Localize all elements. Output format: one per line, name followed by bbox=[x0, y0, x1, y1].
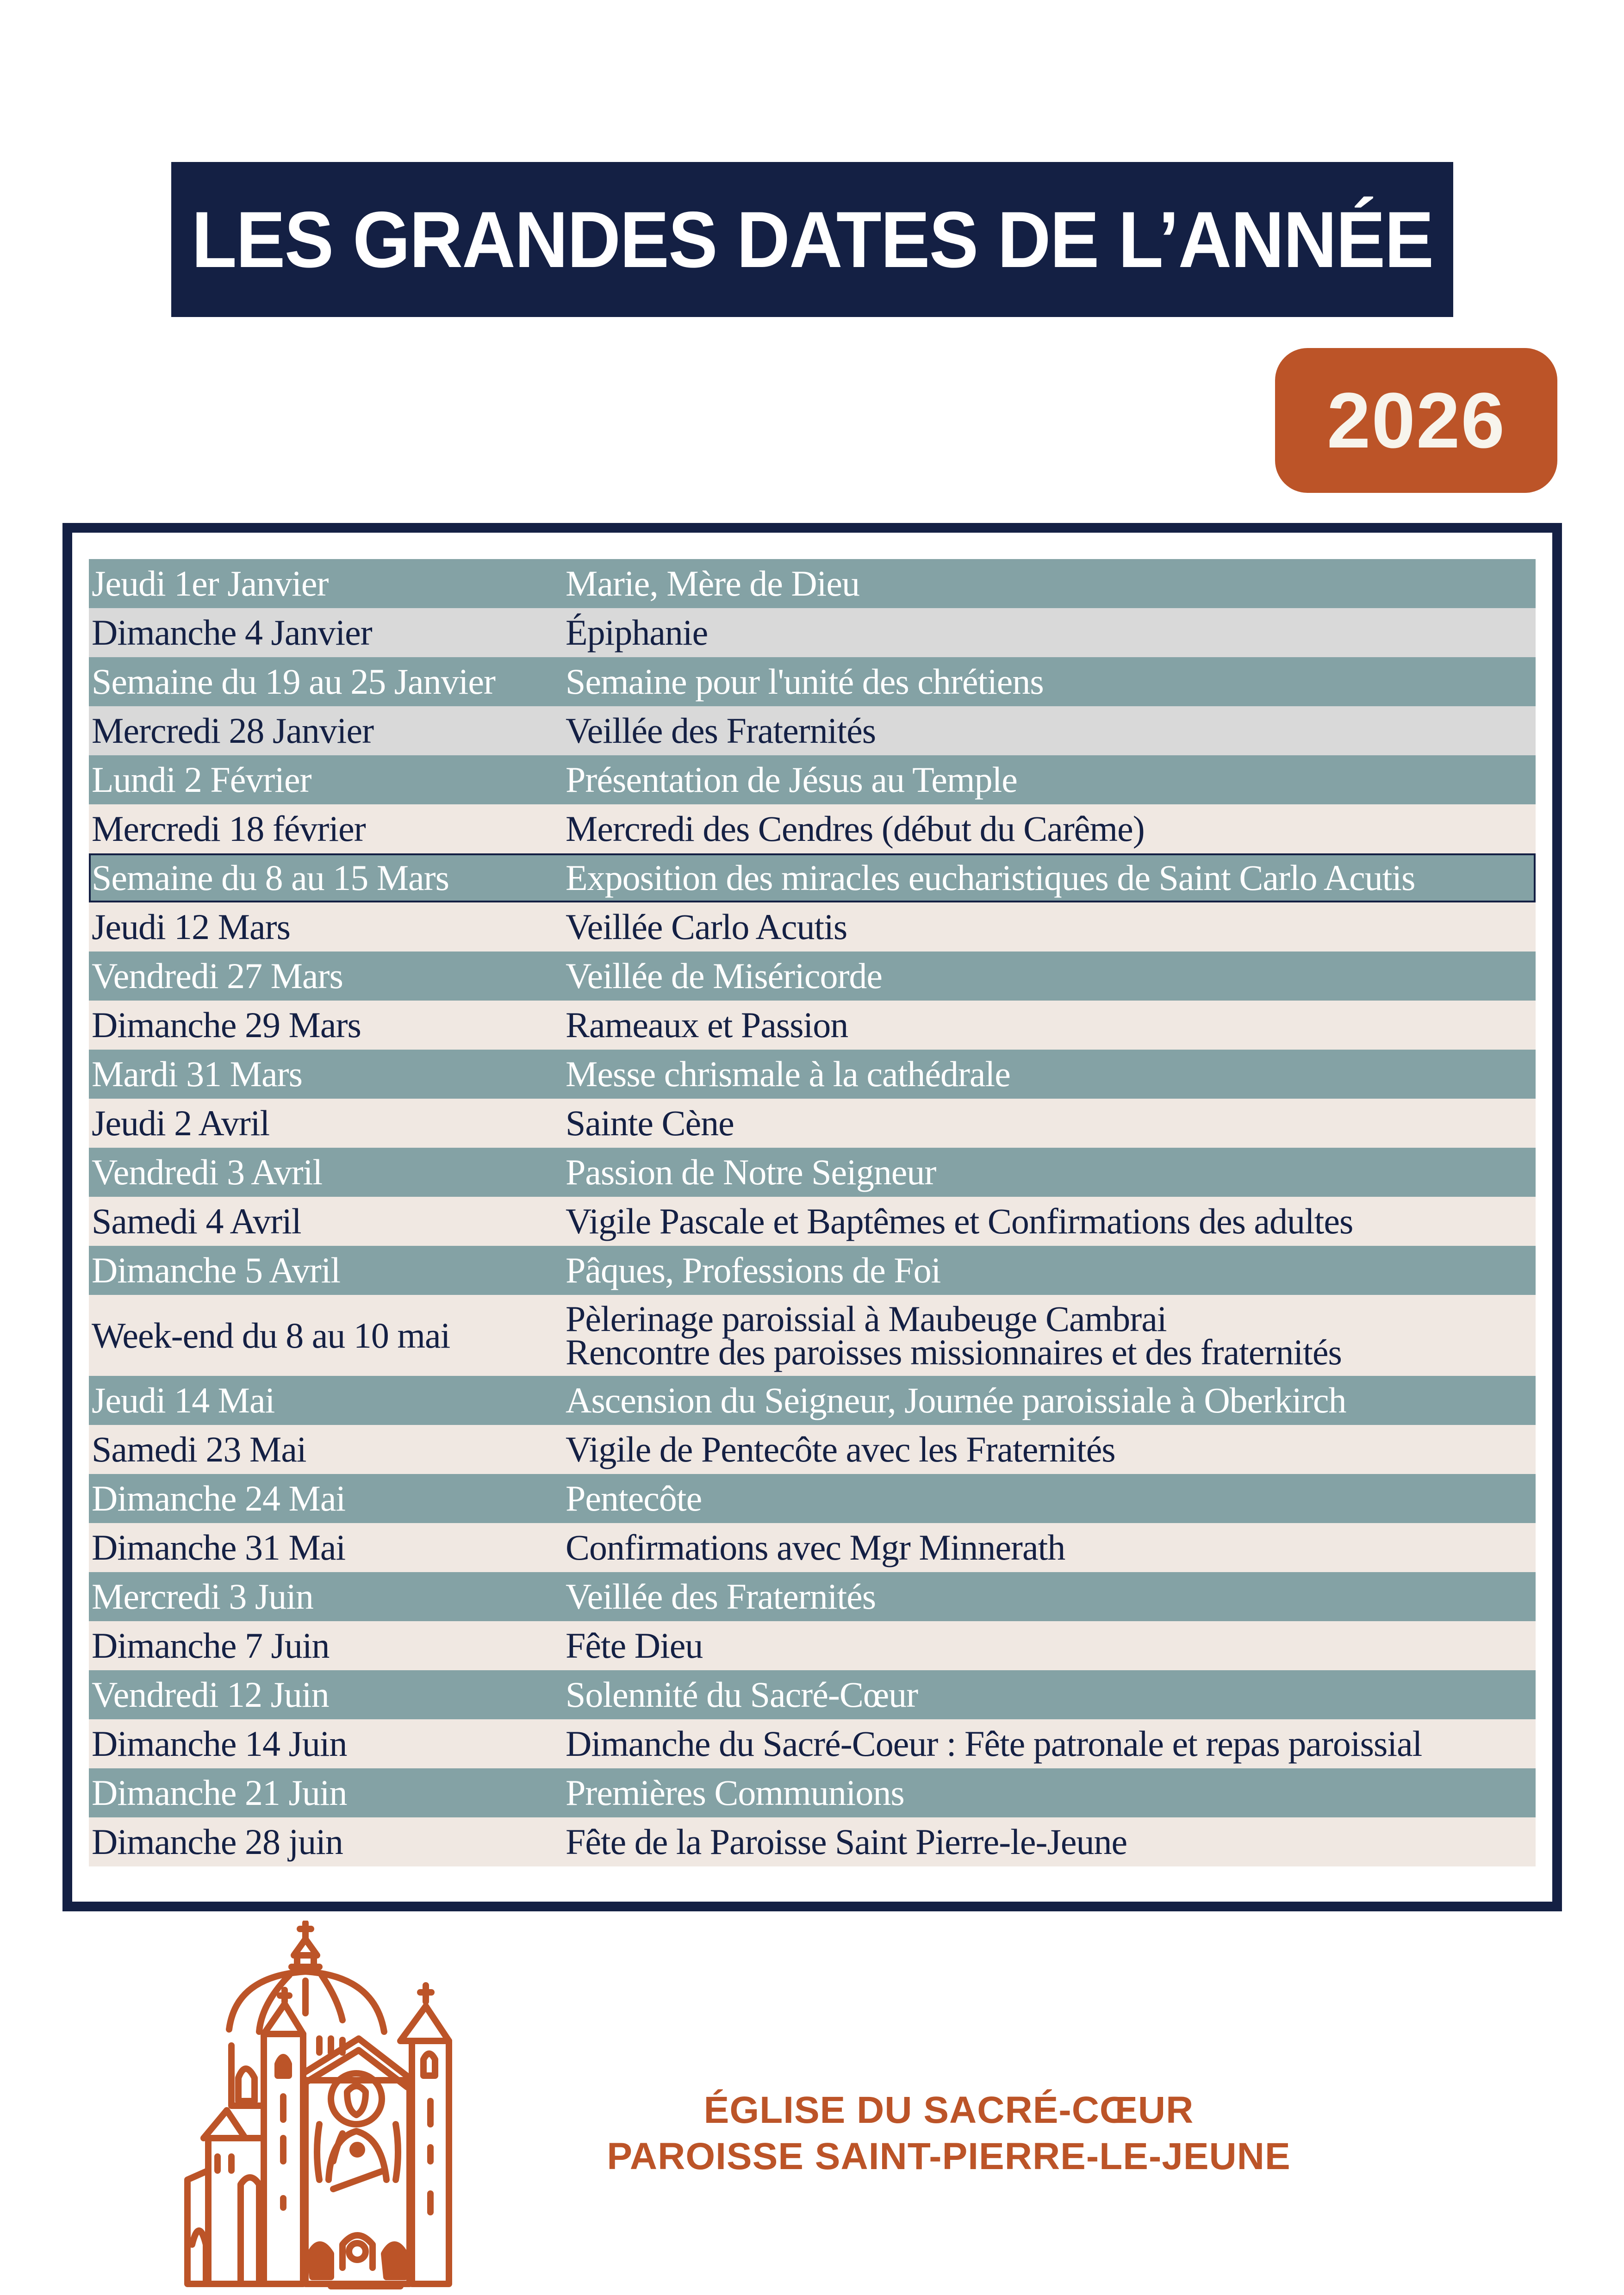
table-row bbox=[89, 608, 1536, 657]
table-row bbox=[89, 1376, 1536, 1425]
event-cell: Semaine pour l'unité des chrétiens bbox=[566, 661, 1044, 702]
date-cell: Semaine du 19 au 25 Janvier bbox=[92, 661, 495, 702]
date-cell: Samedi 4 Avril bbox=[92, 1201, 301, 1241]
table-row bbox=[89, 1817, 1536, 1866]
event-cell: Ascension du Seigneur, Journée paroissiale à Oberkirch bbox=[566, 1380, 1346, 1420]
event-cell: Pâques, Professions de Foi bbox=[566, 1250, 941, 1290]
event-cell: Mercredi des Cendres (début du Carême) bbox=[566, 809, 1145, 849]
event-cell: Présentation de Jésus au Temple bbox=[566, 759, 1017, 800]
table-row bbox=[89, 1768, 1536, 1817]
event-line-2: Rencontre des paroisses missionnaires et des fraternités bbox=[566, 1331, 1342, 1372]
event-cell: Épiphanie bbox=[566, 612, 708, 653]
event-cell: Fête Dieu bbox=[566, 1625, 703, 1666]
date-cell: Jeudi 1er Janvier bbox=[92, 563, 329, 603]
title-banner bbox=[171, 162, 1453, 317]
event-cell: Exposition des miracles eucharistiques de Saint Carlo Acutis bbox=[566, 858, 1415, 898]
table-row bbox=[89, 559, 1536, 608]
table-row bbox=[89, 1197, 1536, 1246]
table-row bbox=[89, 1148, 1536, 1197]
event-cell: Solennité du Sacré-Cœur bbox=[566, 1674, 918, 1715]
date-cell: Dimanche 4 Janvier bbox=[92, 612, 372, 653]
event-cell: Vigile de Pentecôte avec les Fraternités bbox=[566, 1429, 1115, 1469]
event-cell: Confirmations avec Mgr Minnerath bbox=[566, 1527, 1065, 1567]
table-row bbox=[89, 706, 1536, 755]
table-row bbox=[89, 952, 1536, 1001]
church-sacred-heart-icon bbox=[167, 1921, 463, 2291]
date-cell: Mercredi 18 février bbox=[92, 809, 366, 849]
date-cell: Dimanche 14 Juin bbox=[92, 1723, 347, 1764]
date-cell: Mercredi 3 Juin bbox=[92, 1576, 313, 1617]
event-cell: Passion de Notre Seigneur bbox=[566, 1152, 936, 1192]
event-cell: Pentecôte bbox=[566, 1478, 702, 1518]
date-cell: Vendredi 12 Juin bbox=[92, 1674, 329, 1715]
table-row bbox=[89, 1050, 1536, 1099]
date-cell: Jeudi 14 Mai bbox=[92, 1380, 275, 1420]
table-row bbox=[89, 1001, 1536, 1050]
event-cell: Sainte Cène bbox=[566, 1103, 734, 1143]
date-cell: Dimanche 29 Mars bbox=[92, 1005, 361, 1045]
date-cell: Dimanche 5 Avril bbox=[92, 1250, 341, 1290]
table-row bbox=[89, 1425, 1536, 1474]
date-cell: Dimanche 31 Mai bbox=[92, 1527, 346, 1567]
event-cell: Rameaux et Passion bbox=[566, 1005, 848, 1045]
event-cell: Veillée des Fraternités bbox=[566, 710, 876, 751]
schedule-table bbox=[89, 559, 1536, 1866]
event-cell: Veillée Carlo Acutis bbox=[566, 907, 847, 947]
event-cell: Dimanche du Sacré-Coeur : Fête patronale et repas paroissial bbox=[566, 1723, 1422, 1764]
table-row bbox=[89, 1246, 1536, 1295]
date-cell: Mercredi 28 Janvier bbox=[92, 710, 374, 751]
table-row-highlighted bbox=[89, 853, 1536, 902]
table-row bbox=[89, 1099, 1536, 1148]
event-cell: Veillée des Fraternités bbox=[566, 1576, 876, 1617]
event-cell: Premières Communions bbox=[566, 1773, 904, 1813]
table-row bbox=[89, 804, 1536, 853]
date-cell: Jeudi 12 Mars bbox=[92, 907, 290, 947]
event-cell: Marie, Mère de Dieu bbox=[566, 563, 860, 603]
event-line-1: Pèlerinage paroissial à Maubeuge Cambrai bbox=[566, 1298, 1167, 1339]
date-cell: Semaine du 8 au 15 Mars bbox=[92, 858, 449, 898]
date-cell: Dimanche 24 Mai bbox=[92, 1478, 346, 1518]
date-cell: Mardi 31 Mars bbox=[92, 1054, 302, 1094]
table-row bbox=[89, 1670, 1536, 1719]
event-cell bbox=[566, 1298, 1536, 1372]
date-cell: Week-end du 8 au 10 mai bbox=[92, 1315, 450, 1356]
table-row bbox=[89, 902, 1536, 952]
date-cell: Vendredi 27 Mars bbox=[92, 956, 343, 996]
parish-footer bbox=[555, 2087, 1342, 2180]
date-cell: Dimanche 7 Juin bbox=[92, 1625, 330, 1666]
event-cell: Vigile Pascale et Baptêmes et Confirmations des adultes bbox=[566, 1201, 1353, 1241]
date-cell: Jeudi 2 Avril bbox=[92, 1103, 270, 1143]
table-row bbox=[89, 657, 1536, 706]
table-row bbox=[89, 1719, 1536, 1768]
event-cell: Veillée de Miséricorde bbox=[566, 956, 883, 996]
page-title: LES GRANDES DATES DE L’ANNÉE bbox=[191, 195, 1433, 284]
table-row bbox=[89, 1474, 1536, 1523]
event-cell: Fête de la Paroisse Saint Pierre-le-Jeune bbox=[566, 1822, 1127, 1862]
date-cell: Dimanche 28 juin bbox=[92, 1822, 343, 1862]
year-badge bbox=[1275, 348, 1557, 493]
date-cell: Vendredi 3 Avril bbox=[92, 1152, 323, 1192]
table-row bbox=[89, 1572, 1536, 1621]
date-cell: Dimanche 21 Juin bbox=[92, 1773, 347, 1813]
event-cell: Messe chrismale à la cathédrale bbox=[566, 1054, 1010, 1094]
table-row bbox=[89, 1523, 1536, 1572]
table-row bbox=[89, 755, 1536, 804]
church-name: ÉGLISE DU SACRÉ-CŒUR bbox=[703, 2089, 1194, 2131]
table-row bbox=[89, 1295, 1536, 1376]
date-cell: Samedi 23 Mai bbox=[92, 1429, 306, 1469]
table-row bbox=[89, 1621, 1536, 1670]
parish-name: PAROISSE SAINT-PIERRE-LE-JEUNE bbox=[607, 2135, 1291, 2177]
date-cell: Lundi 2 Février bbox=[92, 759, 311, 800]
year-label: 2026 bbox=[1326, 376, 1506, 465]
